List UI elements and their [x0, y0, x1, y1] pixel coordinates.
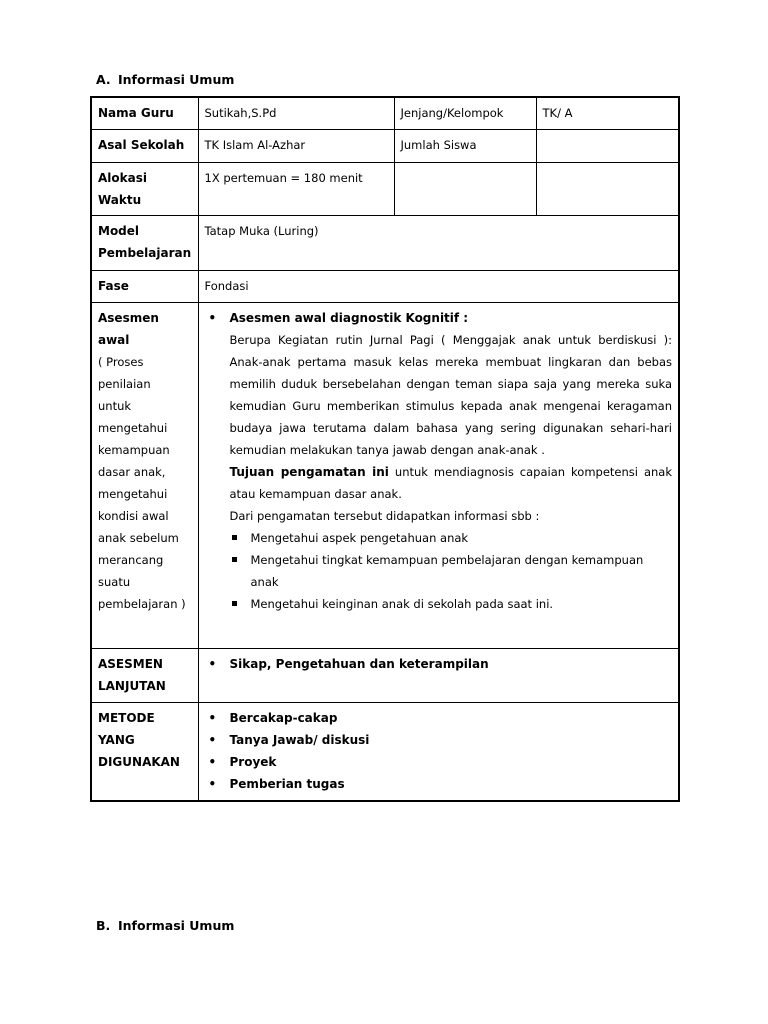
row-model: [91, 215, 679, 270]
label-nama-guru: Nama Guru: [91, 97, 198, 129]
metode-bullets: [205, 707, 673, 795]
desc-line: penilaian: [98, 376, 151, 391]
desc-line: kondisi awal: [98, 508, 169, 523]
value-alokasi-waktu: 1X pertemuan = 180 menit: [198, 162, 394, 215]
value-jenjang: TK/ A: [536, 97, 679, 129]
row-asesmen-awal: [91, 302, 679, 648]
value-jumlah-siswa: [536, 129, 679, 162]
bullet-asesmen-awal-diagnostik: • Asesmen awal diagnostik Kognitif :: [205, 307, 673, 329]
row-metode: [91, 702, 679, 801]
bullet-item: • Pemberian tugas: [205, 773, 673, 795]
section-b-title: Informasi Umum: [118, 918, 235, 933]
desc-line: merancang: [98, 552, 164, 567]
desc-line: mengetahui: [98, 420, 168, 435]
label-metode-line: YANG: [98, 732, 135, 747]
label-jumlah-siswa: Jumlah Siswa: [394, 129, 536, 162]
label-model-line2: Pembelajaran: [98, 245, 192, 260]
desc-line: dasar anak,: [98, 464, 166, 479]
label-model: [91, 215, 198, 270]
asesmen-awal-desc: [98, 351, 192, 615]
row-asesmen-lanjutan: [91, 648, 679, 702]
asesmen-awal-bullets: [205, 307, 673, 329]
desc-line: mengetahui: [98, 486, 168, 501]
asesmen-awal-paragraph-3: Dari pengamatan tersebut didapatkan informasi sbb :: [229, 508, 540, 523]
asesmen-awal-paragraph-2: [205, 461, 673, 505]
asesmen-awal-sub-list: [205, 527, 673, 615]
empty-cell: [536, 162, 679, 215]
label-metode: [91, 702, 198, 801]
value-asal-sekolah: TK Islam Al-Azhar: [198, 129, 394, 162]
section-b-number: B.: [96, 918, 111, 933]
bullet-item: • Bercakap-cakap: [205, 707, 673, 729]
label-metode-line: DIGUNAKAN: [98, 754, 180, 769]
empty-cell: [394, 162, 536, 215]
desc-line: kemampuan: [98, 442, 170, 457]
label-asesmen-lanjutan: [91, 648, 198, 702]
section-b-heading: [96, 918, 234, 933]
info-table: [90, 96, 680, 802]
content-asesmen-awal: [198, 302, 679, 648]
desc-line: ( Proses: [98, 354, 144, 369]
section-a-heading: [96, 72, 234, 87]
label-asesmen-lanjutan-line1: ASESMEN: [98, 656, 163, 671]
value-nama-guru: Sutikah,S.Pd: [198, 97, 394, 129]
desc-line: untuk: [98, 398, 132, 413]
sub-list-item: Mengetahui aspek pengetahuan anak: [230, 527, 673, 549]
content-metode: [198, 702, 679, 801]
section-a-number: A.: [96, 72, 111, 87]
label-metode-line: METODE: [98, 710, 155, 725]
row-fase: [91, 270, 679, 302]
label-jenjang: Jenjang/Kelompok: [394, 97, 536, 129]
row-nama-guru: [91, 97, 679, 129]
label-fase: Fase: [91, 270, 198, 302]
sub-list-item: Mengetahui tingkat kemampuan pembelajaran dengan kemampuan anak: [230, 549, 673, 593]
label-model-line1: Model: [98, 223, 140, 238]
tujuan-bold: Tujuan pengamatan ini: [229, 464, 389, 479]
bullet-item: • Sikap, Pengetahuan dan keterampilan: [205, 653, 673, 675]
asesmen-awal-paragraph-1: Berupa Kegiatan rutin Jurnal Pagi ( Menggajak anak untuk berdiskusi ): Anak-anak pertama masuk kelas mereka membuat lingkaran dan bebas memilih duduk bersebelahan dengan teman siapa saja yang mereka suka kemudian Guru memberikan stimulus kepada anak mengenai keragaman budaya jawa terutama dalam bahasa yang sering digunakan sehari-hari kemudian melakukan tanya jawab dengan anak-anak .: [229, 332, 672, 457]
content-asesmen-lanjutan: [198, 648, 679, 702]
asesmen-lanjutan-bullets: [205, 653, 673, 675]
desc-line: pembelajaran ): [98, 596, 186, 611]
value-model: Tatap Muka (Luring): [198, 215, 679, 270]
asesmen-awal-title: Asesmen awal: [98, 310, 159, 347]
desc-line: anak sebelum: [98, 530, 179, 545]
label-asal-sekolah: Asal Sekolah: [91, 129, 198, 162]
bullet-item: • Tanya Jawab/ diskusi: [205, 729, 673, 751]
label-alokasi-waktu: Alokasi Waktu: [91, 162, 198, 215]
value-fase: Fondasi: [198, 270, 679, 302]
bullet-item: • Proyek: [205, 751, 673, 773]
tujuan-rest: untuk mendiagnosis capaian kompetensi anak atau kemampuan dasar anak.: [229, 464, 672, 501]
label-asesmen-awal: [91, 302, 198, 648]
row-asal-sekolah: [91, 129, 679, 162]
desc-line: suatu: [98, 574, 131, 589]
sub-list-item: Mengetahui keinginan anak di sekolah pada saat ini.: [230, 593, 673, 615]
section-a-title: Informasi Umum: [118, 72, 235, 87]
label-asesmen-lanjutan-line2: LANJUTAN: [98, 678, 166, 693]
row-alokasi-waktu: [91, 162, 679, 215]
